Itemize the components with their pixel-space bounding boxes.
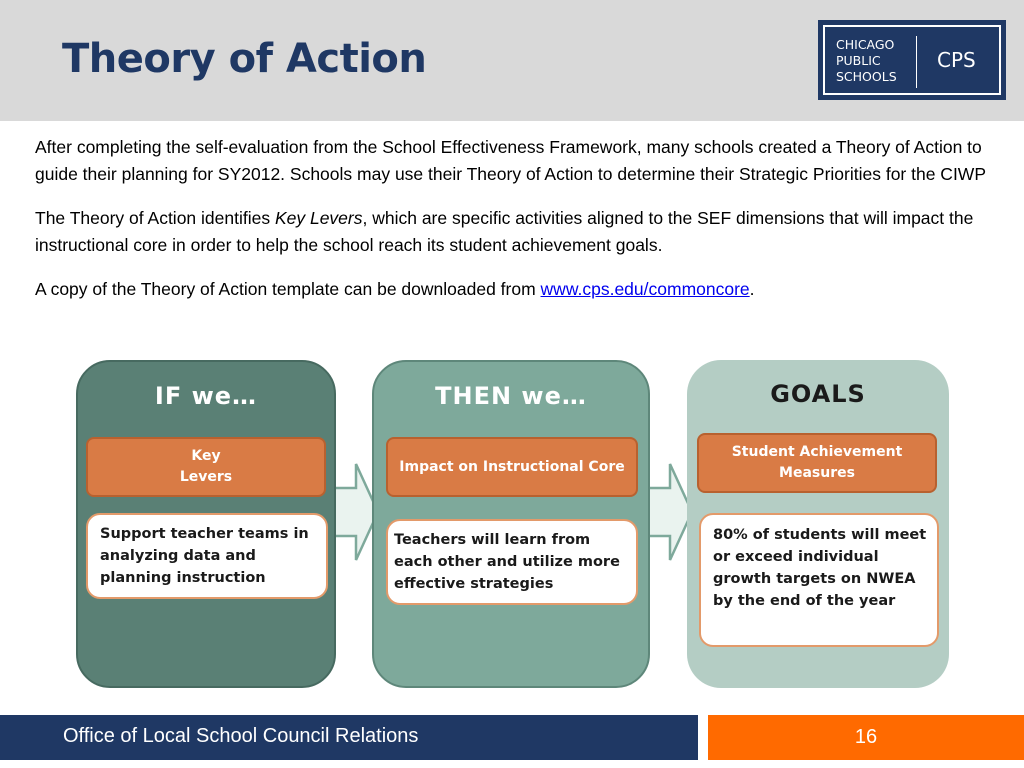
footer-bar: [0, 715, 698, 760]
paragraph-download: [35, 276, 995, 303]
footer-office-name: Office of Local School Council Relations: [63, 725, 419, 747]
panel-if-we: [76, 360, 336, 688]
goals-statement-box: 80% of students will meet or exceed individual growth targets on NWEA by the end of the year: [699, 513, 939, 647]
slide-header: [0, 0, 1024, 121]
footer-page-box: [708, 715, 1024, 760]
key-levers-line-1: Key: [191, 448, 221, 464]
panel-then-heading: THEN we…: [435, 382, 587, 410]
logo-line-3: SCHOOLS: [836, 69, 897, 84]
panel-goals-heading: GOALS: [770, 380, 866, 408]
commoncore-link[interactable]: www.cps.edu/commoncore: [540, 279, 750, 299]
key-levers-emphasis: Key Levers: [274, 208, 363, 228]
paragraph-intro-text: After completing the self-evaluation from the School Effectiveness Framework, many schools created a Theory of Action to guide their planning for SY2012. Schools may use their Theory of Action to determine their Strategic Priorities for the CIWP: [35, 137, 986, 184]
paragraph-key-levers-end: , which are specific activities aligned to the SEF dimensions that will impact the instructional core in order to help the school reach its student achievement goals.: [35, 208, 974, 255]
paragraph-key-levers-start: The Theory of Action identifies: [35, 208, 275, 228]
page-number: 16: [854, 726, 878, 748]
paragraph-download-start: A copy of the Theory of Action template can be downloaded from: [35, 279, 541, 299]
logo-line-2: PUBLIC: [836, 53, 881, 68]
logo-line-1: CHICAGO: [836, 37, 895, 52]
logo-frame: [823, 25, 1001, 95]
key-levers-label: [86, 437, 326, 497]
key-levers-label-text: [180, 446, 232, 488]
logo-wordmark: [836, 37, 897, 85]
instructional-core-label: Impact on Instructional Core: [386, 437, 638, 497]
key-levers-line-2: Levers: [179, 469, 233, 485]
slide-body: [35, 134, 995, 320]
achievement-measures-label: Student Achievement Measures: [697, 433, 937, 493]
panel-then-we: [372, 360, 650, 688]
paragraph-download-end: .: [749, 279, 755, 299]
logo-divider: [916, 36, 917, 88]
if-statement-box: Support teacher teams in analyzing data and planning instruction: [86, 513, 328, 599]
cps-logo: [818, 20, 1006, 100]
paragraph-intro: [35, 134, 995, 188]
paragraph-key-levers: [35, 205, 995, 259]
then-statement-box: Teachers will learn from each other and utilize more effective strategies: [386, 519, 638, 605]
panel-if-heading: IF we…: [154, 382, 258, 410]
panel-goals: [687, 360, 949, 688]
logo-abbreviation: CPS: [937, 48, 976, 72]
slide-title: Theory of Action: [62, 36, 427, 82]
